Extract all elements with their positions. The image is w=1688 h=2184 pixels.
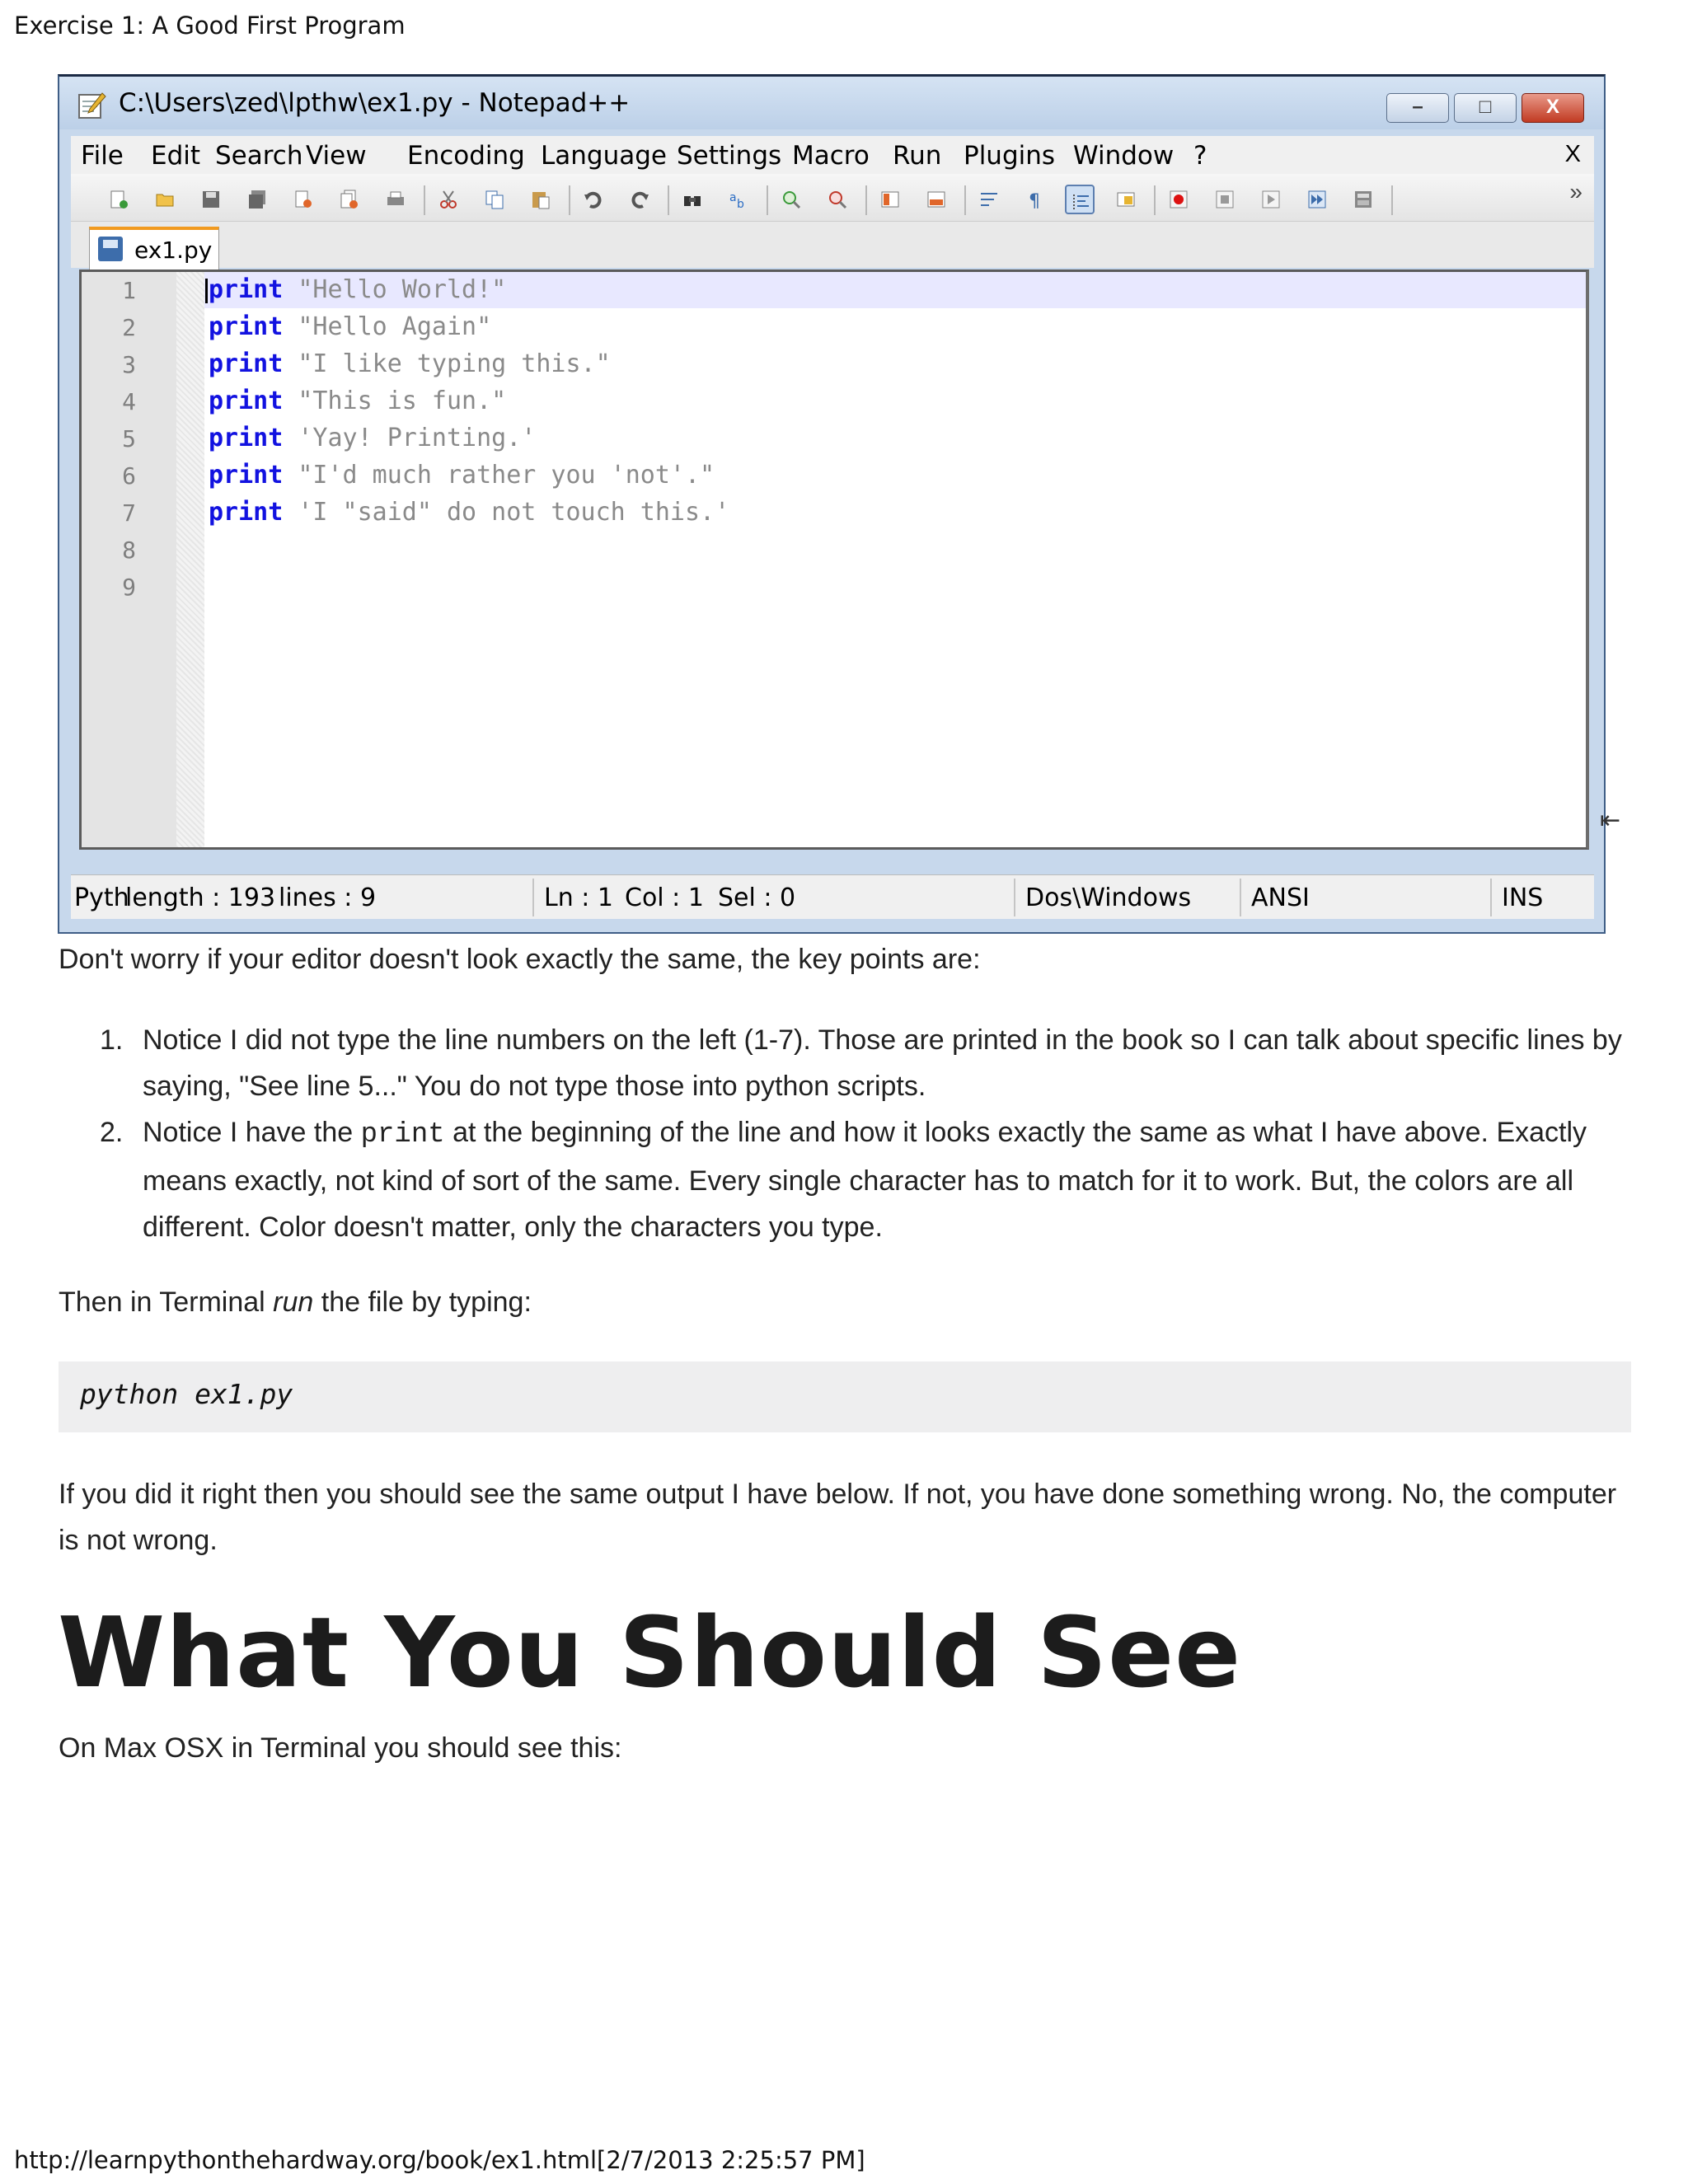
resize-cursor-icon: ⇤ [1600,807,1621,834]
run-instruction [59,1279,532,1325]
status-encoding: ANSI [1251,883,1310,912]
save-icon[interactable] [196,185,226,214]
section-heading: What You Should See [58,1596,1242,1709]
minimize-button[interactable] [1386,93,1449,123]
title-bar [59,77,1604,129]
status-column: Col : 1 [625,883,704,912]
line-number: 6 [122,462,136,490]
code-line [209,461,715,490]
toolbar [71,174,1594,222]
code-line [209,349,611,378]
status-separator [532,879,534,916]
line-number-gutter [82,272,176,847]
sync-vertical-icon[interactable] [875,185,905,214]
code-keyword: print [209,275,284,304]
line-number: 2 [122,314,136,341]
menu-encoding[interactable]: Encoding [407,141,525,171]
code-keyword: print [209,349,284,378]
run-instruction-text: the file by typing: [313,1286,532,1318]
svg-text:b: b [737,198,744,209]
close-window-button[interactable] [1522,93,1584,123]
menu-file[interactable]: File [81,141,124,171]
page-header: Exercise 1: A Good First Program [14,12,406,40]
intro-paragraph: Don't worry if your editor doesn't look exactly the same, the key points are: [59,944,981,975]
status-separator [1490,879,1492,916]
new-file-icon[interactable] [104,185,134,214]
status-line-number: Ln : 1 [544,883,613,912]
zoom-in-icon[interactable] [776,185,806,214]
sync-horizontal-icon[interactable] [921,185,951,214]
code-line [209,275,506,304]
toolbar-separator [1391,185,1393,215]
status-bar [71,874,1594,919]
code-keyword: print [209,312,284,341]
maximize-button[interactable] [1454,93,1517,123]
menu-view[interactable]: View [306,141,367,171]
status-language: Pyth [74,883,129,912]
toolbar-separator [767,185,768,215]
list-item-text: Notice I did not type the line numbers on the left (1-7). Those are printed in the book so I can talk about specific lines by saying, "See line 5..." You do not type those into python scripts. [143,1024,1622,1102]
status-lines: lines : 9 [279,883,377,912]
code-keyword: print [209,461,284,490]
save-macro-icon[interactable] [1348,185,1378,214]
code-line [209,387,506,415]
show-all-characters-icon[interactable] [1020,185,1050,214]
menu-edit[interactable]: Edit [151,141,201,171]
notepadpp-window [58,74,1621,934]
saved-file-icon [98,237,123,261]
menu-macro[interactable]: Macro [792,141,870,171]
toolbar-overflow-icon[interactable]: » [1569,179,1582,204]
code-string: "Hello Again" [283,312,492,341]
code-keyword: print [209,498,284,527]
result-paragraph: If you did it right then you should see the same output I have below. If not, you have done something wrong. No, the computer is not wrong. [59,1479,1617,1556]
indent-guide-icon[interactable] [1065,185,1095,214]
notepad-icon [77,91,107,120]
code-string: "I like typing this." [283,349,611,378]
close-document-button[interactable]: X [1564,141,1581,167]
word-wrap-icon[interactable] [974,185,1004,214]
code-keyword: print [209,387,284,415]
tab-bar [71,222,1594,268]
toolbar-separator [569,185,570,215]
page-footer: http://learnpythonthehardway.org/book/ex1.html[2/7/2013 2:25:57 PM] [14,2146,865,2174]
status-eol: Dos\Windows [1025,883,1192,912]
command-code-block [59,1361,1631,1432]
svg-text:a: a [729,191,737,204]
list-item-text: at the beginning of the line and how it looks exactly the same as what I have above. Exactly means exactly, not kind of sort of the same. Every single character has to match for it to work. But, the colors are all different. Color doesn't matter, only the characters you type. [143,1117,1587,1243]
minimize-icon: – [1412,96,1423,118]
code-keyword: print [209,424,284,452]
menu-language[interactable]: Language [541,141,667,171]
line-number: 8 [122,537,136,564]
line-number: 7 [122,499,136,527]
undo-icon[interactable] [579,185,608,214]
list-number: 2. [100,1117,124,1148]
code-line [209,312,491,341]
list-item [59,1109,1625,1250]
menu-help[interactable]: ? [1193,141,1207,171]
line-number: 3 [122,351,136,378]
toolbar-separator [668,185,669,215]
function-list-icon[interactable] [1111,185,1141,214]
replace-icon[interactable] [724,185,753,214]
code-editor[interactable] [79,269,1621,850]
play-macro-icon[interactable] [1256,185,1286,214]
run-emphasis: run [273,1286,314,1318]
status-separator [1014,879,1015,916]
menu-settings[interactable]: Settings [677,141,782,171]
stop-macro-icon[interactable] [1210,185,1240,214]
zoom-out-icon[interactable] [823,185,852,214]
menu-run[interactable]: Run [893,141,942,171]
inline-code: print [360,1119,445,1151]
code-string: "I'd much rather you 'not'." [283,461,715,490]
status-length: length : 193 [125,883,276,912]
list-number: 1. [100,1024,124,1056]
menu-plugins[interactable]: Plugins [964,141,1056,171]
svg-text:¶: ¶ [1029,191,1040,209]
key-points-list [59,1017,1625,1250]
status-separator [1240,879,1241,916]
code-line [209,498,729,527]
toolbar-separator [865,185,867,215]
line-number: 1 [122,277,136,304]
close-all-icon[interactable] [335,185,364,214]
line-number: 4 [122,388,136,415]
status-insert-mode: INS [1502,883,1544,912]
menu-bar [71,136,1594,174]
maximize-icon: □ [1479,96,1492,118]
toolbar-separator [964,185,966,215]
code-string: "This is fun." [283,387,507,415]
toolbar-separator [424,185,425,215]
code-string: 'Yay! Printing.' [283,424,537,452]
code-string: 'I "said" do not touch this.' [283,498,730,527]
paste-icon[interactable] [526,185,556,214]
open-file-icon[interactable] [150,185,180,214]
line-number: 5 [122,425,136,452]
status-selection: Sel : 0 [718,883,796,912]
text-caret [205,279,208,303]
record-macro-icon[interactable] [1164,185,1193,214]
window-title: C:\Users\zed\lpthw\ex1.py - Notepad++ [119,88,631,118]
run-instruction-text: Then in Terminal [59,1286,274,1318]
cut-icon[interactable] [434,185,463,214]
line-number: 9 [122,574,136,601]
list-item [59,1017,1625,1109]
code-line [209,424,536,452]
menu-search[interactable]: Search [215,141,303,171]
menu-window[interactable]: Window [1073,141,1175,171]
save-all-icon[interactable] [242,185,272,214]
close-file-icon[interactable] [288,185,318,214]
fold-margin [176,272,204,847]
print-icon[interactable] [381,185,410,214]
command-text: python ex1.py [80,1378,293,1410]
toolbar-separator [1154,185,1156,215]
code-string: "Hello World!" [283,275,507,304]
list-item-text: Notice I have the [143,1117,361,1148]
osx-paragraph: On Max OSX in Terminal you should see this: [59,1732,622,1764]
find-icon[interactable] [678,185,707,214]
close-icon: X [1545,96,1559,118]
copy-icon[interactable] [480,185,509,214]
redo-icon[interactable] [625,185,654,214]
tab-ex1-py[interactable] [89,227,219,269]
run-macro-multiple-icon[interactable] [1302,185,1332,214]
tab-label: ex1.py [134,237,213,264]
